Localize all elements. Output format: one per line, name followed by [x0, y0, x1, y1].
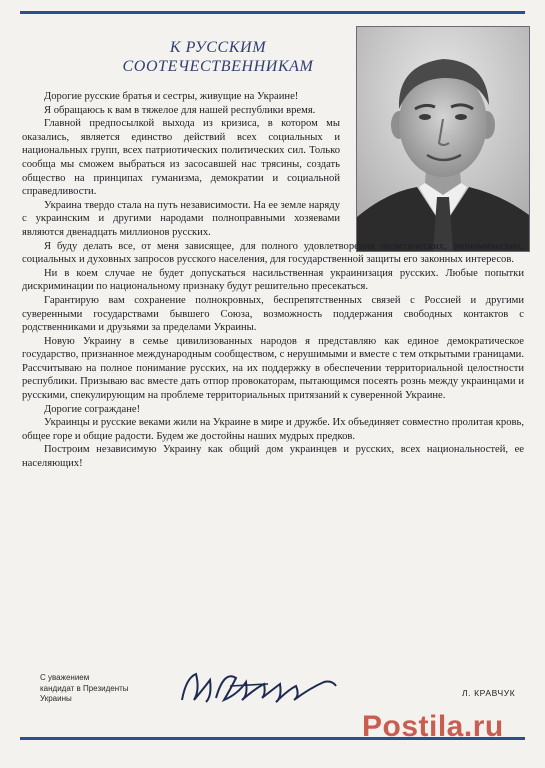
- paragraph-commitment: Я буду делать все, от меня зависящее, для полного удовлетворения политических, экономических, социальных и духовных запросов русского населения, для государственной защиты его законных интересов.: [22, 240, 524, 266]
- watermark-logo: Postila.ru: [362, 710, 504, 743]
- title-line-2: СООТЕЧЕСТВЕННИКАМ: [122, 58, 314, 75]
- paragraph-independence: Украина твердо стала на путь независимости. На ее земле наряду с украинским и другими народами полноправными хозяевами являются двенадцать миллионов русских.: [22, 199, 340, 238]
- paragraph-dear-citizens: Дорогие сограждане!: [44, 403, 141, 415]
- paragraph-common-home: Построим независимую Украину как общий дом украинцев и русских, всех национальностей, ее населяющих!: [22, 444, 524, 470]
- closing-line-1: С уважением: [40, 673, 90, 682]
- closing-line-2: кандидат в Президенты: [40, 683, 129, 693]
- paragraph-appeal: Я обращаюсь к вам в тяжелое для нашей республики время.: [44, 104, 316, 116]
- handwritten-signature: [176, 660, 344, 710]
- paragraph-friendship: Украинцы и русские веками жили на Украине в мире и дружбе. Их объединяет совместно пролитая кровь, общее горе и общие радости. Будем же достойны наших мудрых предков.: [22, 417, 524, 442]
- signer-name: Л. КРАВЧУК: [462, 688, 516, 698]
- letter-body: [22, 90, 524, 471]
- paragraph-crisis: Главной предпосылкой выхода из кризиса, в котором мы оказались, является единство действий всех социальных и национальных групп, всех патриотических политических сил. Только сообща мы сможем выбраться из засосавшей нас трясины, создать общество на принципах гуманизма, демократии и социальной справедливости.: [22, 118, 340, 198]
- top-rule: [20, 11, 525, 14]
- paragraph-no-ukrainization: Ни в коем случае не будет допускаться насильственная украинизация русских. Любые попытки дискриминации по национальному признаку будут решительно пресекаться.: [22, 267, 524, 293]
- title-line-1: К РУССКИМ: [169, 39, 267, 56]
- closing-line-3: Украины: [40, 694, 72, 703]
- leaflet-title: [88, 38, 348, 76]
- paragraph-greeting: Дорогие русские братья и сестры, живущие на Украине!: [44, 91, 299, 102]
- paragraph-guarantee: Гарантирую вам сохранение полнокровных, беспрепятственных связей с Россией и другими суверенными государствами бывшего Союза, возможность поддержания свободных контактов с родственниками и друзьями за пределами Украины.: [22, 294, 524, 334]
- paragraph-new-ukraine: Новую Украину в семье цивилизованных народов я представляю как единое демократическое государство, признанное международным сообществом, с нерушимыми и вместе с тем открытыми границами. Рассчитываю на полное понимание русских, на их поддержку в обеспечении территориальной целостности республики. Призываю вас вместе дать отпор провокаторам, пытающимся посеять рознь между украинцами и русскими, спекулирующим на проблеме территориальных притязаний к суверенной Украине.: [22, 335, 524, 402]
- closing-block: [40, 673, 170, 705]
